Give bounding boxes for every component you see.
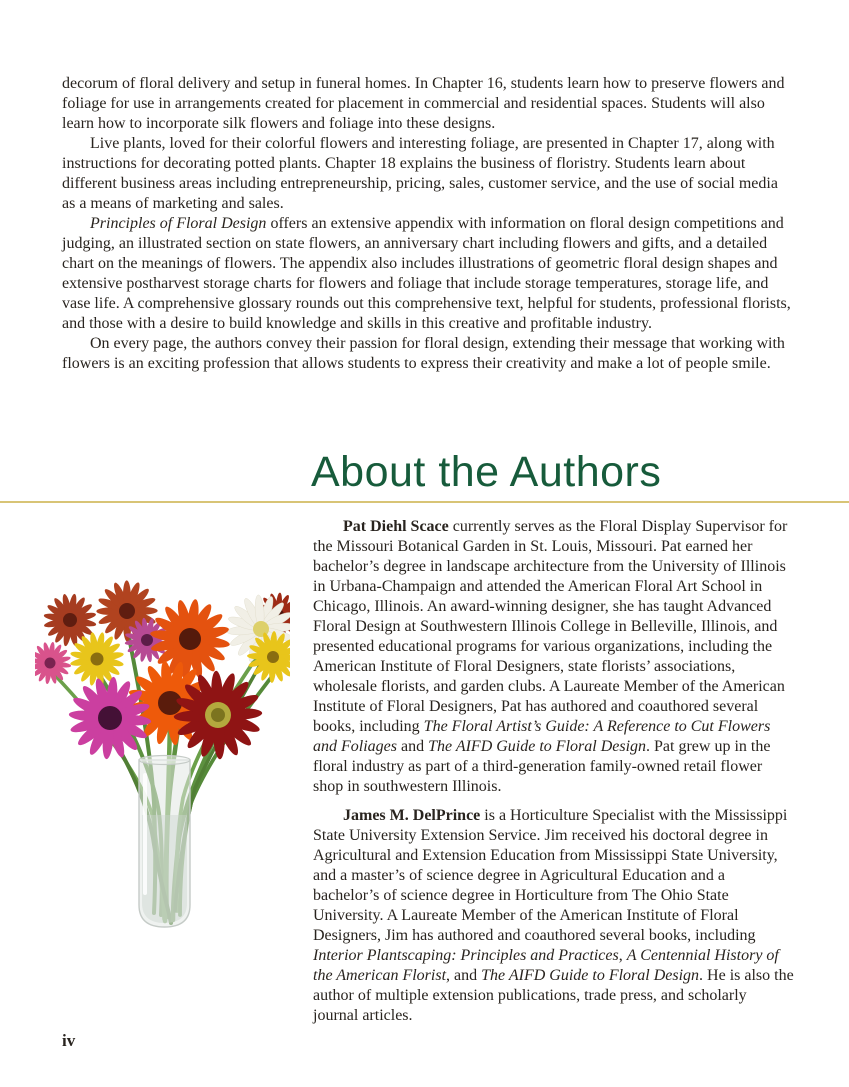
intro-paragraph: Principles of Floral Design offers an extensive appendix with information on floral design competitions and judging, an illustrated section on state flowers, an anniversary chart including flowers and gifts, and a detailed chart on the meanings of flowers. The appendix also includes illustrations of geometric floral design shapes and extensive postharvest storage charts for flowers and foliage that include storage temperatures, storage life, and vase life. A comprehensive glossary rounds out this comprehensive text, helpful for students, professional florists, and those with a desire to build knowledge and skills in this creative and profitable industry. [62,215,791,332]
author-bio-james-m-delprince: James M. DelPrince is a Horticulture Specialist with the Mississippi State University Extension Service. Jim received his doctoral degree in Agricultural and Extension Education from Mississippi State University, and a master’s of science degree in Agricultural Education and a bachelor’s of science degree in Horticulture from The Ohio State University. A Laureate Member of the American Institute of Floral Designers, Jim has authored and coauthored several books, including Interior Plantscaping: Principles and Practices, A Centennial History of the American Florist, and The AIFD Guide to Floral Design. He is also the author of multiple extension publications, trade press, and scholarly journal articles. [313,807,794,1024]
intro-paragraph: decorum of floral delivery and setup in funeral homes. In Chapter 16, students learn how to preserve flowers and foliage for use in arrangements created for placement in commercial and residential spaces. Students will also learn how to incorporate silk flowers and foliage into these designs. [62,75,785,132]
intro-paragraph: On every page, the authors convey their passion for floral design, extending their message that working with flowers is an exciting profession that allows students to express their creativity and make a lot of people smile. [62,335,785,372]
flower-bouquet-image [35,563,290,933]
page-number: iv [62,1031,76,1050]
section-divider-rule [0,501,849,503]
author-bios-block [313,517,795,1026]
intro-paragraph: Live plants, loved for their colorful flowers and interesting foliage, are presented in Chapter 17, along with instructions for decorating potted plants. Chapter 18 explains the business of floristry. Students learn about different business areas including entrepreneurship, pricing, sales, customer service, and the use of social media as a means of marketing and sales. [62,135,778,212]
section-title: About the Authors [311,448,662,496]
intro-text-block [62,74,792,374]
glass-vase [139,756,190,928]
author-bio-pat-diehl-scace: Pat Diehl Scace currently serves as the Floral Display Supervisor for the Missouri Botanical Garden in St. Louis, Missouri. Pat earned her bachelor’s degree in landscape architecture from the University of Illinois in Urbana-Champaign and attended the American Floral Art School in Chicago, Illinois. An award-winning designer, she has taught Advanced Floral Design at Southwestern Illinois College in Belleville, Illinois, and presented educational programs for various organizations, including the American Institute of Floral Designers, state florists’ associations, wholesale florists, and garden clubs. A Laureate Member of the American Institute of Floral Designers, Pat has authored and coauthored several books, including The Floral Artist’s Guide: A Reference to Cut Flowers and Foliages and The AIFD Guide to Floral Design. Pat grew up in the floral industry as part of a third-generation family-owned retail flower shop in southwestern Illinois. [313,518,788,795]
